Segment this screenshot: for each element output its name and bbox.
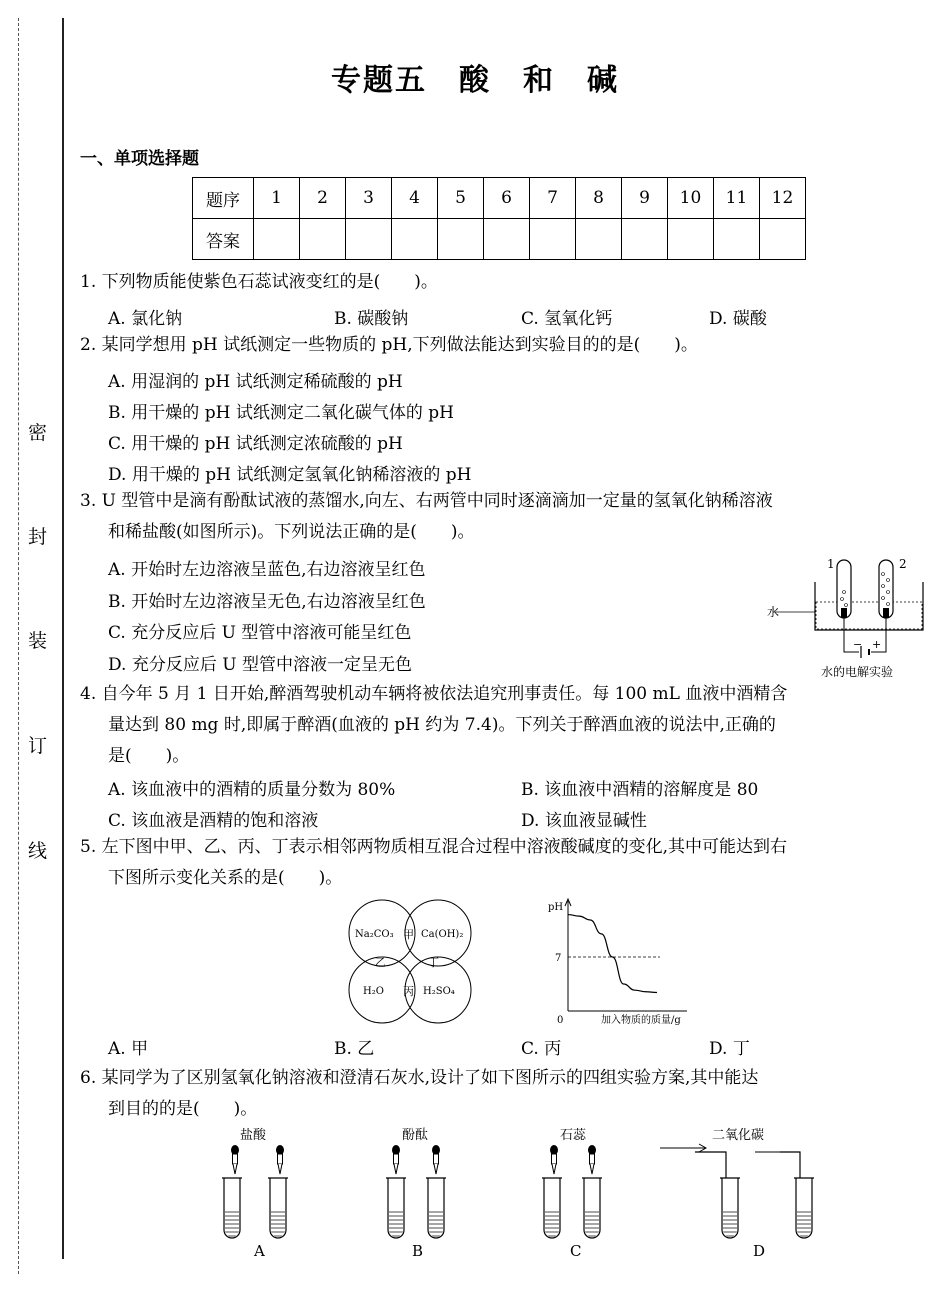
q4-option-d[interactable]: D. 该血液显碱性 (521, 811, 647, 831)
answer-table-number: 1 (254, 178, 300, 219)
tube-2-label: 2 (899, 557, 907, 571)
answer-table-number: 4 (392, 178, 438, 219)
answer-cell[interactable] (714, 219, 760, 260)
setup-a-label: A (254, 1242, 265, 1260)
answer-cell[interactable] (300, 219, 346, 260)
reagent-co2: 二氧化碳 (712, 1128, 765, 1143)
binding-solid-line (62, 18, 64, 1259)
q5-option-c[interactable]: C. 丙 (521, 1039, 562, 1059)
answer-cell[interactable] (576, 219, 622, 260)
q5-option-d[interactable]: D. 丁 (709, 1039, 750, 1059)
seal-char-ding: 订 (28, 735, 48, 757)
answer-table-number: 8 (576, 178, 622, 219)
answer-cell[interactable] (346, 219, 392, 260)
answer-table-number: 10 (668, 178, 714, 219)
question-4-stem-line2: 量达到 80 mg 时,即属于醉酒(血液的 pH 约为 7.4)。下列关于醉酒血液的说法中,正确的 (108, 715, 776, 735)
setup-c-label: C (570, 1242, 582, 1260)
water-label: 水 (767, 605, 780, 619)
section-heading: 一、单项选择题 (80, 149, 199, 169)
venn-yi: 乙 (375, 956, 386, 969)
q4-option-a[interactable]: A. 该血液中的酒精的质量分数为 80% (108, 780, 396, 800)
answer-table-number: 12 (760, 178, 806, 219)
answer-cell[interactable] (438, 219, 484, 260)
experiment-figure (200, 1122, 840, 1267)
ph-curve (568, 915, 657, 993)
q2-option-a[interactable]: A. 用湿润的 pH 试纸测定稀硫酸的 pH (108, 372, 403, 392)
venn-h2so4: H₂SO₄ (423, 986, 455, 997)
answer-table (192, 177, 806, 260)
question-1-stem: 1. 下列物质能使紫色石蕊试液变红的是( )。 (80, 272, 438, 292)
page-title: 专题五 酸 和 碱 (331, 63, 619, 98)
venn-h2o: H₂O (363, 986, 384, 997)
battery-plus: + (872, 638, 882, 651)
answer-table-row2-label: 答案 (193, 219, 254, 260)
figure-caption: 水的电解实验 (821, 665, 894, 679)
seal-char-xian: 线 (28, 840, 48, 862)
q4-option-b[interactable]: B. 该血液中酒精的溶解度是 80 (521, 780, 759, 800)
setup-b-label: B (412, 1242, 424, 1260)
question-6-stem-line2: 到目的的是( )。 (108, 1099, 258, 1119)
binding-dashed-line (18, 18, 19, 1274)
answer-table-row1-label: 题序 (193, 178, 254, 219)
venn-jia: 甲 (403, 928, 414, 941)
question-6-stem-line1: 6. 某同学为了区别氢氧化钠溶液和澄清石灰水,设计了如下图所示的四组实验方案,其中能达 (80, 1068, 759, 1088)
answer-cell[interactable] (484, 219, 530, 260)
answer-table-answer-row (193, 219, 806, 260)
question-2-stem: 2. 某同学想用 pH 试纸测定一些物质的 pH,下列做法能达到实验目的的是( )。 (80, 335, 698, 355)
ph-chart (545, 893, 695, 1028)
answer-table-number: 7 (530, 178, 576, 219)
venn-diagram (345, 893, 475, 1028)
origin-label: 0 (557, 1015, 564, 1026)
question-3-stem-line1: 3. U 型管中是滴有酚酞试液的蒸馏水,向左、右两管中同时逐滴滴加一定量的氢氧化钠稀溶液 (80, 491, 773, 511)
question-5-stem-line1: 5. 左下图中甲、乙、丙、丁表示相邻两物质相互混合过程中溶液酸碱度的变化,其中可能达到右 (80, 837, 788, 857)
q4-option-c[interactable]: C. 该血液是酒精的饱和溶液 (108, 811, 319, 831)
answer-table-number: 5 (438, 178, 484, 219)
question-4-stem-line3: 是( )。 (108, 746, 190, 766)
answer-cell[interactable] (254, 219, 300, 260)
tube-1-label: 1 (827, 557, 835, 571)
q5-option-a[interactable]: A. 甲 (108, 1039, 149, 1059)
q1-option-c[interactable]: C. 氢氧化钙 (521, 309, 613, 329)
answer-table-number: 11 (714, 178, 760, 219)
q3-option-d[interactable]: D. 充分反应后 U 型管中溶液一定呈无色 (108, 655, 412, 675)
seal-char-feng: 封 (28, 526, 48, 548)
answer-cell[interactable] (668, 219, 714, 260)
venn-caoh2: Ca(OH)₂ (421, 929, 464, 940)
q3-option-a[interactable]: A. 开始时左边溶液呈蓝色,右边溶液呈红色 (108, 560, 426, 580)
answer-table-number: 6 (484, 178, 530, 219)
question-5-stem-line2: 下图所示变化关系的是( )。 (108, 868, 343, 888)
answer-table-number-row (193, 178, 806, 219)
question-4-stem-line1: 4. 自今年 5 月 1 日开始,醉酒驾驶机动车辆将被依法追究刑事责任。每 100 mL 血液中酒精含 (80, 684, 788, 704)
q1-option-b[interactable]: B. 碳酸钠 (334, 309, 409, 329)
venn-ding: 丁 (428, 956, 439, 969)
q5-option-b[interactable]: B. 乙 (334, 1039, 375, 1059)
q2-option-d[interactable]: D. 用干燥的 pH 试纸测定氢氧化钠稀溶液的 pH (108, 465, 472, 485)
battery-minus: − (853, 638, 863, 651)
venn-bing: 丙 (403, 985, 414, 998)
answer-cell[interactable] (622, 219, 668, 260)
answer-cell[interactable] (392, 219, 438, 260)
q1-option-d[interactable]: D. 碳酸 (709, 309, 767, 329)
reagent-litmus: 石蕊 (560, 1128, 587, 1143)
q2-option-b[interactable]: B. 用干燥的 pH 试纸测定二氧化碳气体的 pH (108, 403, 454, 423)
answer-table-number: 3 (346, 178, 392, 219)
y-axis-label: pH (548, 902, 564, 913)
reagent-hcl: 盐酸 (240, 1128, 267, 1143)
venn-na2co3: Na₂CO₃ (355, 929, 394, 940)
seal-char-mi: 密 (28, 422, 48, 444)
electrolysis-figure (765, 552, 935, 682)
q2-option-c[interactable]: C. 用干燥的 pH 试纸测定浓硫酸的 pH (108, 434, 403, 454)
answer-table-number: 2 (300, 178, 346, 219)
q1-option-a[interactable]: A. 氯化钠 (108, 309, 183, 329)
reagent-phenolphthalein: 酚酞 (402, 1128, 429, 1143)
x-axis-label: 加入物质的质量/g (601, 1015, 681, 1026)
q3-option-c[interactable]: C. 充分反应后 U 型管中溶液可能呈红色 (108, 623, 412, 643)
question-3-stem-line2: 和稀盐酸(如图所示)。下列说法正确的是( )。 (108, 522, 475, 542)
y-tick-label-7: 7 (555, 953, 562, 964)
setup-d-label: D (753, 1242, 766, 1260)
answer-cell[interactable] (760, 219, 806, 260)
answer-cell[interactable] (530, 219, 576, 260)
seal-char-zhuang: 装 (28, 630, 48, 652)
answer-table-number: 9 (622, 178, 668, 219)
q3-option-b[interactable]: B. 开始时左边溶液呈无色,右边溶液呈红色 (108, 592, 426, 612)
